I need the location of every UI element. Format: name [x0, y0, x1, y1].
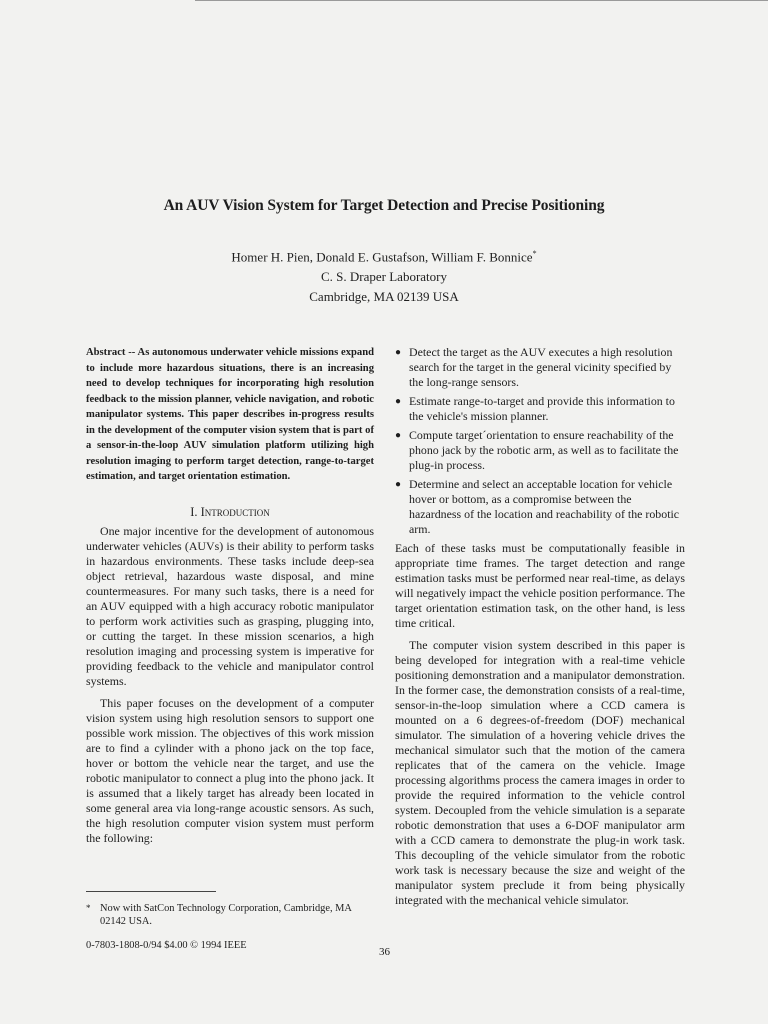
task-text: Compute target´orientation to ensure reachability of the phono jack by the robotic arm, as well as to facilitate the plug-in process. — [409, 428, 679, 472]
intro-paragraph-1: One major incentive for the development of autonomous underwater vehicles (AUVs) is their ability to perform tasks in hazardous environments. These tasks include deep-sea object retrieval, hazardous waste disposal, and mine countermeasures. For many such tasks, there is a need for an AUV equipped with a high accuracy robotic manipulator to perform work activities such as grasping, plugging into, or cutting the target. In these mission scenarios, a high resolution imaging and processing system is imperative for providing feedback to the vehicle and manipulator control systems. — [86, 524, 374, 688]
section-number: I. — [190, 505, 198, 519]
affiliation: C. S. Draper Laboratory — [321, 269, 447, 285]
task-item — [395, 345, 685, 390]
bullet-icon: ● — [395, 479, 402, 490]
footnote-rule — [86, 891, 216, 892]
section-heading — [86, 505, 374, 520]
task-text: Estimate range-to-target and provide this information to the vehicle's mission planner. — [409, 394, 675, 423]
bullet-icon: ● — [395, 347, 402, 358]
footnote-mark: * — [86, 903, 91, 913]
right-column — [395, 345, 685, 908]
paper-title: An AUV Vision System for Target Detection and Precise Positioning — [163, 197, 605, 214]
authors-line — [0, 244, 768, 267]
task-item — [395, 428, 685, 473]
top-rule — [195, 0, 768, 1]
location: Cambridge, MA 02139 USA — [309, 289, 459, 305]
task-text: Determine and select an acceptable location for vehicle hover or bottom, as a compromise between the hazardness of the location and reachability of the robotic arm. — [409, 477, 680, 536]
body-paragraph: The computer vision system described in this paper is being developed for integration with a real-time vehicle positioning demonstration and a manipulator demonstration. In the former case, the demonstration consists of a real-time, sensor-in-the-loop simulation where a CCD camera is mounted on a 6 degrees-of-freedom (DOF) mechanical simulator. The simulation of a hovering vehicle drives the mechanical simulator such that the motion of the camera replicates that of the camera on the vehicle. Image processing algorithms process the camera images in order to provide the required information to the vehicle control system. Decoupled from the vehicle simulation is a separate robotic demonstration that uses a 6-DOF manipulator arm with a CCD camera to demonstrate the plug-in work task. This decoupling of the vehicle simulator from the robotic work task is necessary because the size and weight of the manipulator system preclude it from being physically integrated with the mechanical vehicle simulator. — [395, 638, 685, 907]
task-item — [395, 477, 685, 537]
task-list — [395, 345, 685, 537]
footnote-text: Now with SatCon Technology Corporation, Cambridge, MA 02142 USA. — [100, 903, 352, 927]
page-number: 36 — [379, 946, 390, 958]
authors: Homer H. Pien, Donald E. Gustafson, William F. Bonnice — [231, 249, 533, 265]
task-item — [395, 394, 685, 424]
author-block — [0, 244, 768, 307]
task-text: Detect the target as the AUV executes a high resolution search for the target in the general vicinity specified by the long-range sensors. — [409, 345, 673, 389]
copyright-line: 0-7803-1808-0/94 $4.00 © 1994 IEEE — [86, 940, 247, 951]
body-paragraph: Each of these tasks must be computationally feasible in appropriate time frames. The target detection and range estimation tasks must be performed near real-time, as delays will negatively impact the vehicle position performance. The target orientation estimation task, on the other hand, is less time critical. — [395, 541, 685, 630]
intro-body — [86, 524, 374, 846]
abstract: Abstract -- As autonomous underwater vehicle missions expand to include more hazardous situations, there is an increasing need to develop techniques for incorporating high resolution feedback to the mission planner, vehicle navigation, and robotic manipulator systems. This paper describes in-progress results in the development of the computer vision system that is part of a sensor-in-the-loop AUV simulation platform utilizing high resolution imaging to perform target detection, range-to-target estimation, and target orientation estimation. — [86, 347, 374, 482]
footnote — [86, 902, 374, 928]
author-footnote-mark: * — [532, 249, 537, 258]
bullet-icon: ● — [395, 396, 402, 407]
bullet-icon: ● — [395, 430, 402, 441]
section-title: Introduction — [200, 505, 270, 519]
intro-paragraph-2: This paper focuses on the development of a computer vision system using high resolution sensors to support one possible work mission. The objectives of this work mission are to find a cylinder with a phono jack on the top face, hover or bottom the vehicle near the target, and use the robotic manipulator to connect a plug into the phono jack. It is assumed that a likely target has already been located in some general area via long-range acoustic sensors. As such, the high resolution computer vision system must perform the following: — [86, 696, 374, 845]
